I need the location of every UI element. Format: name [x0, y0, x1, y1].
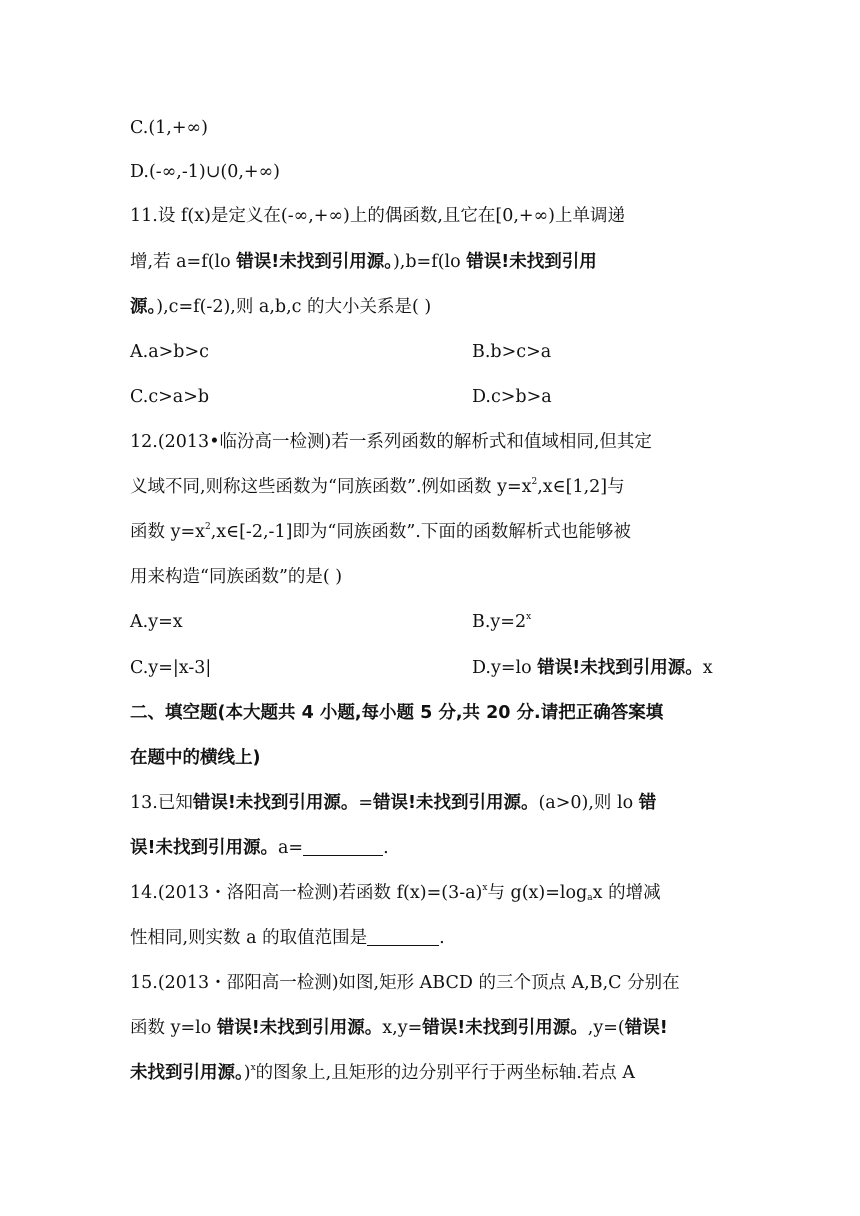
error-ref: 误!未找到引用源。 — [130, 838, 278, 858]
q15-line3: 未找到引用源。)$^x$的图象上,且矩形的边分别平行于两坐标轴.若点 A — [130, 1063, 635, 1083]
error-ref: 错误!未找到引用源。 — [236, 252, 393, 272]
answer-blank[interactable] — [303, 837, 383, 856]
q12-options-cd — [130, 656, 713, 680]
q12-option-c: C.y=|x-3| — [130, 658, 212, 678]
error-ref: 错误!未找到引用源。 — [422, 1018, 588, 1038]
q11-line2: 增,若 a=f(lo 错误!未找到引用源。),b=f(lo 错误!未找到引用 — [130, 252, 597, 272]
q12-line1: 12.(2013•临汾高一检测)若一系列函数的解析式和值域相同,但其定 — [130, 432, 652, 452]
section-heading-line1: 二、填空题(本大题共 4 小题,每小题 5 分,共 20 分.请把正确答案填 — [130, 703, 664, 723]
option-d-prev: D.(-∞,-1)∪(0,+∞) — [130, 162, 280, 182]
q14-line1: 14.(2013・洛阳高一检测)若函数 $f(x)=(3-a)^x$与 $g(x)=\log_ax$ 的增减 — [130, 883, 661, 903]
q11-options-cd — [130, 385, 552, 409]
q12-option-a: A.y=x — [130, 612, 183, 632]
q12-option-d: D.y=lo 错误!未找到引用源。x — [472, 658, 713, 678]
q11-option-d: D.c>b>a — [472, 387, 552, 407]
q12-option-b: $B.y=2^x$ — [472, 612, 532, 632]
q15-line2: 函数 y=lo 错误!未找到引用源。x,y=错误!未找到引用源。,y=(错误! — [130, 1018, 668, 1038]
q11-line3: 源。),c=f(-2),则 a,b,c 的大小关系是( ) — [130, 297, 432, 317]
q14-line2: 性相同,则实数 a 的取值范围是 . — [130, 928, 445, 948]
error-ref: 错误!未找到引用源。 — [373, 793, 539, 813]
q12-line3: 函数 $y=x^2,x\in[-2,-1]$即为“同族函数”.下面的函数解析式也能够被 — [130, 522, 631, 542]
error-ref: 错误!未找到引用 — [466, 252, 597, 272]
q11-option-a: A.a>b>c — [130, 342, 209, 362]
q12-line4: 用来构造“同族函数”的是( ) — [130, 567, 343, 587]
section-heading-line2: 在题中的横线上) — [130, 748, 261, 768]
error-ref: 源。 — [130, 297, 157, 317]
q13-line2: 误!未找到引用源。a= . — [130, 838, 389, 858]
error-ref: 错 — [638, 793, 657, 813]
answer-blank[interactable] — [367, 927, 439, 946]
q13-line1: 13.已知错误!未找到引用源。=错误!未找到引用源。(a>0),则 lo 错 — [130, 793, 657, 813]
error-ref: 错误!未找到引用源。 — [537, 658, 703, 678]
q15-line1: 15.(2013・邵阳高一检测)如图,矩形 ABCD 的三个顶点 A,B,C 分别在 — [130, 973, 680, 993]
error-ref: 错误!未找到引用源。 — [216, 1018, 383, 1038]
error-ref: 未找到引用源。 — [130, 1063, 244, 1083]
q11-option-b: B.b>c>a — [472, 342, 552, 362]
error-ref: 错误! — [624, 1018, 668, 1038]
error-ref: 错误!未找到引用源。 — [192, 793, 359, 813]
q12-line2: 义域不同,则称这些函数为“同族函数”.例如函数 $y=x^2,x\in[1,2]$与 — [130, 477, 625, 497]
q11-option-c: C.c>a>b — [130, 387, 210, 407]
q12-options-ab — [130, 610, 532, 634]
q11-line1: 11.设 f(x)是定义在(-∞,+∞)上的偶函数,且它在[0,+∞)上单调递 — [130, 206, 625, 226]
q11-options-ab — [130, 340, 552, 364]
option-c-prev: C.(1,+∞) — [130, 118, 208, 138]
